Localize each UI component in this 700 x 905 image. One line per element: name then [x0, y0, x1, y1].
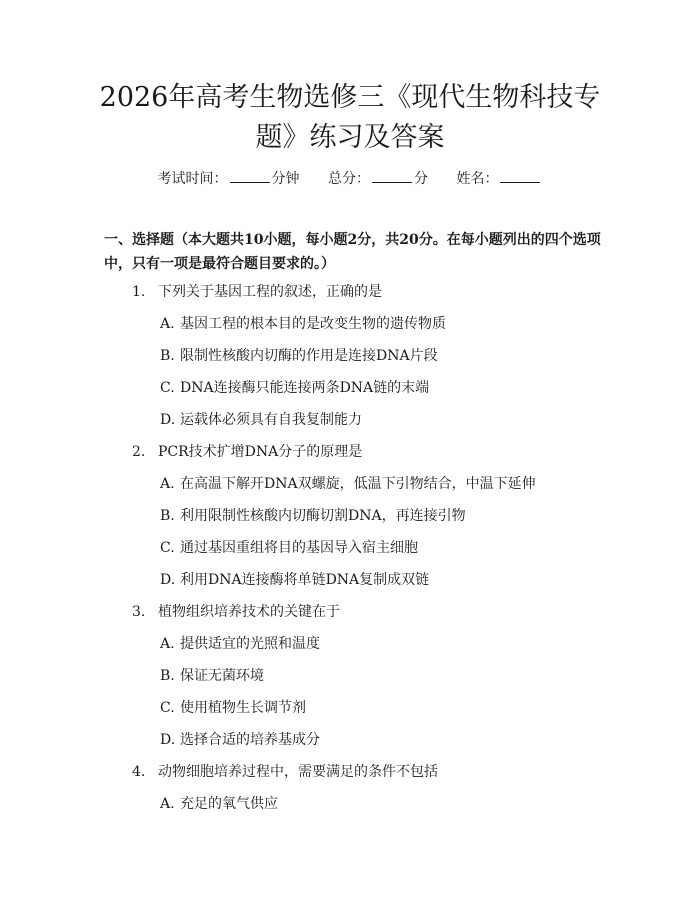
- option[interactable]: [160, 794, 278, 814]
- option-letter: D.: [160, 412, 176, 428]
- option[interactable]: [160, 378, 429, 398]
- time-unit: 分钟: [271, 171, 300, 187]
- option-letter: C.: [160, 380, 175, 396]
- question-stem: [132, 282, 382, 302]
- option-letter: B.: [160, 508, 175, 524]
- option-letter: B.: [160, 348, 175, 364]
- score-unit: 分: [414, 171, 428, 187]
- option[interactable]: [160, 346, 438, 366]
- option[interactable]: [160, 666, 264, 686]
- option[interactable]: [160, 314, 446, 334]
- option-text: 提供适宜的光照和温度: [180, 636, 320, 652]
- name-label: 姓名：: [456, 171, 499, 187]
- option[interactable]: [160, 730, 320, 750]
- option-text: 在高温下解开DNA双螺旋，低温下引物结合，中温下延伸: [180, 476, 536, 492]
- option-text: 充足的氧气供应: [180, 796, 278, 812]
- question-number: 2.: [132, 444, 146, 460]
- option[interactable]: [160, 506, 466, 526]
- option-text: 选择合适的培养基成分: [180, 732, 320, 748]
- option-text: 运载体必须具有自我复制能力: [180, 412, 362, 428]
- question-stem: [132, 442, 362, 462]
- option[interactable]: [160, 538, 418, 558]
- option-letter: C.: [160, 700, 175, 716]
- option-letter: A.: [160, 636, 175, 652]
- question-number: 3.: [132, 604, 146, 620]
- question-stem: [132, 602, 340, 622]
- option-text: 利用DNA连接酶将单链DNA复制成双链: [180, 572, 430, 588]
- option-letter: D.: [160, 572, 176, 588]
- option[interactable]: [160, 474, 536, 494]
- option-text: 使用植物生长调节剂: [180, 700, 306, 716]
- question-number: 4.: [132, 764, 146, 780]
- option-text: DNA连接酶只能连接两条DNA链的末端: [180, 380, 430, 396]
- time-blank[interactable]: [230, 168, 270, 183]
- option-text: 通过基因重组将目的基因导入宿主细胞: [180, 540, 418, 556]
- exam-time: [158, 168, 300, 189]
- question-text: PCR技术扩增DNA分子的原理是: [158, 444, 363, 460]
- question-stem: [132, 762, 438, 782]
- exam-score: [328, 168, 428, 189]
- name-blank[interactable]: [500, 168, 540, 183]
- question-text: 动物细胞培养过程中，需要满足的条件不包括: [158, 764, 438, 780]
- score-blank[interactable]: [372, 168, 412, 183]
- option-letter: A.: [160, 796, 175, 812]
- option-letter: D.: [160, 732, 176, 748]
- question-text: 植物组织培养技术的关键在于: [158, 604, 340, 620]
- question-text: 下列关于基因工程的叙述，正确的是: [158, 284, 382, 300]
- option-letter: B.: [160, 668, 175, 684]
- option-text: 利用限制性核酸内切酶切割DNA，再连接引物: [180, 508, 466, 524]
- question-number: 1.: [132, 284, 146, 300]
- option-letter: A.: [160, 316, 175, 332]
- option[interactable]: [160, 570, 429, 590]
- option-text: 基因工程的根本目的是改变生物的遗传物质: [180, 316, 446, 332]
- option-text: 保证无菌环境: [180, 668, 264, 684]
- option[interactable]: [160, 698, 306, 718]
- option-letter: C.: [160, 540, 175, 556]
- option-letter: A.: [160, 476, 175, 492]
- document-title: 2026年高考生物选修三《现代生物科技专题》练习及答案: [99, 82, 601, 153]
- exam-meta: [0, 168, 700, 189]
- exam-name: [456, 168, 542, 189]
- option[interactable]: [160, 410, 362, 430]
- option-text: 限制性核酸内切酶的作用是连接DNA片段: [180, 348, 438, 364]
- section-heading: 一、选择题（本大题共10小题，每小题2分，共20分。在每小题列出的四个选项中，只有一项是最符合题目要求的。）: [104, 232, 601, 272]
- score-label: 总分：: [328, 171, 370, 187]
- option[interactable]: [160, 634, 320, 654]
- time-label: 考试时间：: [157, 171, 228, 187]
